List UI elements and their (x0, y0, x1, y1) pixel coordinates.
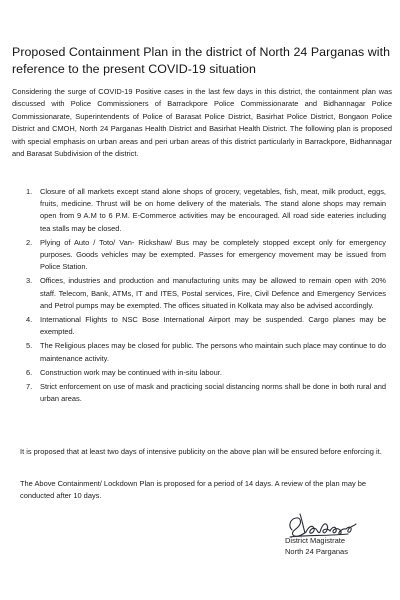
plan-list (26, 186, 386, 407)
closing-paragraph-publicity: It is proposed that at least two days of intensive publicity on the above plan will be ensured before enforcing it. (20, 447, 382, 456)
item-text: The Religious places may be closed for public. The persons who maintain such place may continue to do maintenance activity. (40, 341, 386, 363)
list-item (26, 314, 386, 338)
list-item (26, 340, 386, 364)
item-number: 3. (26, 276, 33, 286)
list-item (26, 186, 386, 235)
intro-paragraph: Considering the surge of COVID-19 Positive cases in the last few days in this district, the containment plan was discussed with Police Commissioners of Barrackpore Police Commissionarate and Bidhannagar Police Commissionarate, Superintendents of Police of Barasat Police District, Basirhat Police District, Bongaon Police District and CMOH, North 24 Parganas Health District and Basirhat Health District. The following plan is proposed with special emphasis on urban areas and peri urban areas of this district particularly in Barrackpore, Bidhannagar and Barasat Subdivision of the district. (12, 87, 392, 159)
item-text: Strict enforcement on use of mask and practicing social distancing norms shall be done in both rural and urban areas. (40, 382, 386, 404)
item-number: 4. (26, 315, 33, 325)
list-item (26, 275, 386, 312)
item-number: 2. (26, 237, 33, 247)
closing-paragraph-period: The Above Containment/ Lockdown Plan is proposed for a period of 14 days. A review of the plan may be conducted after 10 days. (20, 479, 367, 501)
item-text: Offices, industries and production and manufacturing units may be allowed to remain open with 20% staff. Telecom, Bank, ATMs, IT and ITES, Postal services, Fire, Civil Defence and Emergency Services and Petrol pumps may be exempted. The offices situated in Kolkata may also be advised accordingly. (40, 276, 386, 310)
item-text: Closure of all markets except stand alone shops of grocery, vegetables, fish, meat, milk product, eggs, fruits, medicine. Thrust will be on home delivery of the materials. The stand alone shops may remain open from 9 A.M to 6 P.M. E-Commerce activities may be encouraged. All road side eateries including tea stalls may be closed. (40, 187, 386, 233)
item-number: 5. (26, 341, 33, 351)
list-item (26, 237, 386, 274)
item-number: 1. (26, 187, 33, 196)
list-item (26, 381, 386, 405)
item-text: Construction work may be continued with in-situ labour. (40, 367, 222, 377)
document-title: Proposed Containment Plan in the district of North 24 Parganas with reference to the present COVID-19 situation (12, 45, 391, 76)
item-text: International Flights to NSC Bose International Airport may be suspended. Cargo planes may be exempted. (40, 315, 386, 337)
list-item (26, 367, 386, 379)
item-text: Plying of Auto / Toto/ Van- Rickshaw/ Bus may be completely stopped except only for emergency purposes. Goods vehicles may be exempted. Passes for emergency movement may be issued from Police Station. (40, 237, 386, 272)
item-number: 7. (26, 382, 33, 392)
signatory-district: North 24 Parganas (285, 547, 348, 556)
item-number: 6. (26, 367, 33, 377)
signatory-title: District Magistrate (285, 536, 346, 545)
